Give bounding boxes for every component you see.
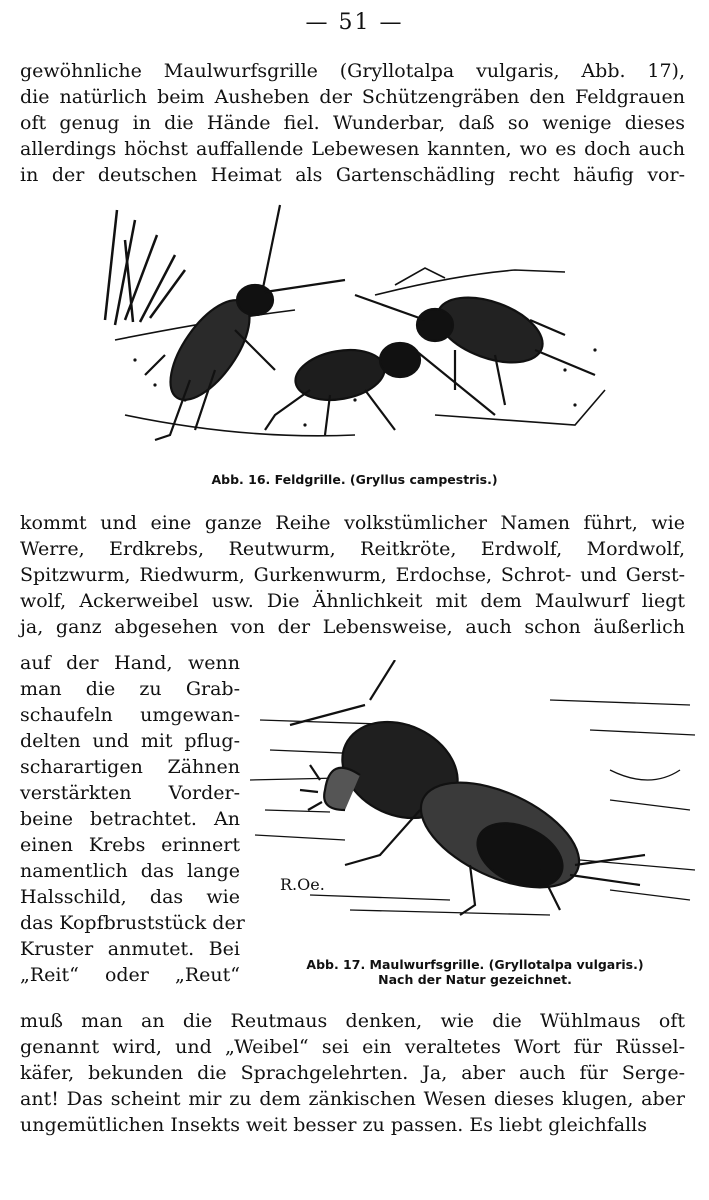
text-line: wolf, Ackerweibel usw. Die Ähnlichkeit mit dem Maulwurf liegt: [20, 590, 685, 612]
field-cricket-drawing: [95, 200, 625, 460]
text-line: die natürlich beim Ausheben der Schützengräben den Feldgrauen: [20, 86, 685, 108]
paragraph-narrow-column: [20, 650, 245, 988]
text-line: in der deutschen Heimat als Gartenschädling recht häufig vor-: [20, 164, 685, 186]
figure-16-caption: Abb. 16. Feldgrille. (Gryllus campestris.): [211, 472, 498, 487]
figure-17-caption-line-2: Nach der Natur gezeichnet.: [378, 972, 572, 987]
text-line: „Reit“ oder „Reut“: [20, 964, 240, 986]
text-line: einen Krebs erinnert: [20, 834, 240, 856]
text-line: gewöhnliche Maulwurfsgrille (Gryllotalpa vulgaris, Abb. 17),: [20, 60, 685, 82]
text-line: ant! Das scheint mir zu dem zänkischen Wesen dieses klugen, aber: [20, 1088, 685, 1110]
text-line: man die zu Grab-: [20, 678, 240, 700]
paragraph-top: [20, 58, 685, 188]
text-line: ja, ganz abgesehen von der Lebensweise, auch schon äußerlich: [20, 616, 685, 638]
text-line: Kruster anmutet. Bei: [20, 938, 240, 960]
text-line: das Kopfbruststück der: [20, 912, 245, 934]
text-line: kommt und eine ganze Reihe volkstümlicher Namen führt, wie: [20, 512, 685, 534]
text-line: genannt wird, und „Weibel“ sei ein veraltetes Wort für Rüssel-: [20, 1036, 685, 1058]
text-line: schaufeln umgewan-: [20, 704, 240, 726]
text-line: Werre, Erdkrebs, Reutwurm, Reitkröte, Erdwolf, Mordwolf,: [20, 538, 685, 560]
mole-cricket-drawing: [250, 660, 700, 930]
text-line: Spitzwurm, Riedwurm, Gurkenwurm, Erdochse, Schrot- und Gerst-: [20, 564, 685, 586]
text-line: muß man an die Reutmaus denken, wie die Wühlmaus oft: [20, 1010, 685, 1032]
text-line: verstärkten Vorder-: [20, 782, 240, 804]
text-line: käfer, bekunden die Sprachgelehrten. Ja, aber auch für Serge-: [20, 1062, 685, 1084]
text-line: allerdings höchst auffallende Lebewesen kannten, wo es doch auch: [20, 138, 685, 160]
artist-signature: R.Oe.: [280, 875, 325, 894]
text-line: Halsschild, das wie: [20, 886, 240, 908]
text-line: oft genug in die Hände fiel. Wunderbar, daß so wenige dieses: [20, 112, 685, 134]
text-line: delten und mit pflug-: [20, 730, 240, 752]
paragraph-middle: [20, 510, 685, 640]
figure-17-illustration: [250, 660, 700, 930]
text-line: beine betrachtet. An: [20, 808, 240, 830]
figure-17-caption: [250, 957, 700, 987]
page-number: — 51 —: [305, 10, 404, 35]
text-line: auf der Hand, wenn: [20, 652, 240, 674]
paragraph-bottom: [20, 1008, 685, 1138]
figure-16-illustration: [95, 200, 625, 460]
text-line: ungemütlichen Insekts weit besser zu passen. Es liebt gleichfalls: [20, 1114, 647, 1136]
text-line: namentlich das lange: [20, 860, 240, 882]
figure-17-caption-line-1: Abb. 17. Maulwurfsgrille. (Gryllotalpa vulgaris.): [306, 957, 644, 972]
text-line: scharartigen Zähnen: [20, 756, 240, 778]
